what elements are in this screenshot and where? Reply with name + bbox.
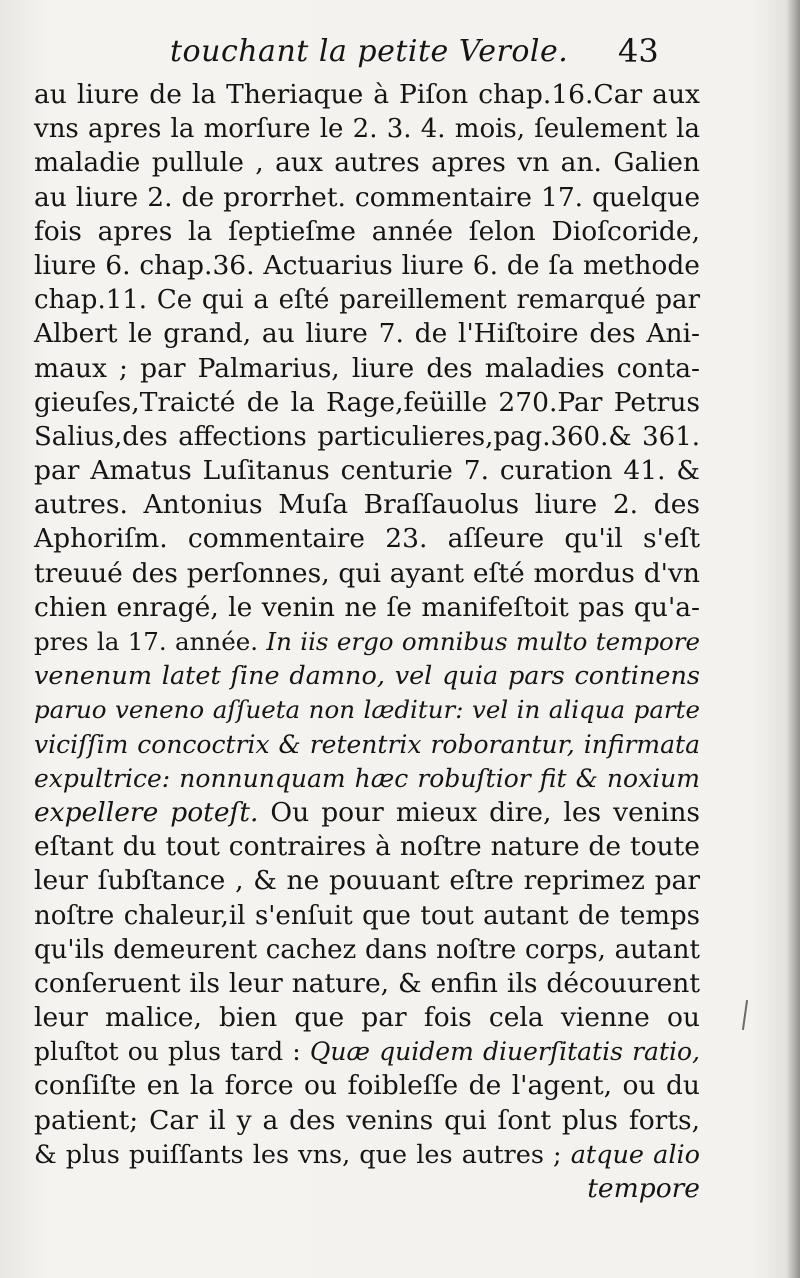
text-line: chien enragé, le venin ne ſe manifeſtoit pas qu'a-: [34, 591, 700, 623]
catchword: tempore: [587, 1173, 700, 1204]
text-line: Albert le grand, au liure 7. de l'Hiſtoire des Ani-: [34, 318, 700, 350]
text-line: treuué des perſonnes, qui ayant eſté mordus d'vn: [34, 557, 700, 589]
text-line: leur ſubſtance , & ne pouuant eſtre reprimez par: [34, 865, 700, 897]
roman-run: Ou pour mieux dire, les venins: [270, 796, 700, 828]
text-line: patient; Car il y a des venins qui ſont plus forts,: [34, 1104, 700, 1136]
text-line: conſiſte en la force ou foibleſſe de l'agent, ou du: [34, 1070, 700, 1102]
text-line: liure 6. chap.36. Actuarius liure 6. de ſa methode: [34, 249, 700, 281]
text-line: au liure 2. de prorrhet. commentaire 17. quelque: [34, 181, 700, 213]
text-line: noſtre chaleur,il s'enſuit que tout autant de temps: [34, 900, 700, 931]
text-line: par Amatus Luſitanus centurie 7. curation 41. &: [34, 455, 700, 487]
text-line: fois apres la ſeptieſme année ſelon Dioſcoride,: [34, 215, 700, 247]
running-title: touchant la petite Verole.: [170, 34, 569, 69]
text-line-mixed: [34, 625, 700, 659]
text-line: Salius,des affections particulieres,pag.360.& 361.: [34, 421, 700, 452]
text-line-mixed: [34, 1138, 700, 1172]
page-edge-shadow: [786, 0, 800, 1278]
text-line-mixed: [34, 796, 700, 830]
roman-run: pluſtot ou plus tard :: [34, 1037, 301, 1067]
text-line: chap.11. Ce qui a eſté pareillement remarqué par: [34, 285, 700, 316]
text-line: eſtant du tout contraires à noſtre nature de toute: [34, 831, 700, 863]
latin-quote-line: paruo veneno aſſueta non læditur: vel in aliqua parte: [34, 695, 700, 725]
text-line: vns apres la morſure le 2. 3. 4. mois, ſeulement la: [34, 114, 700, 145]
margin-mark: [742, 1000, 748, 1030]
roman-run: & plus puiſſants les vns, que les autres ;: [34, 1139, 562, 1170]
latin-quote-run: Quæ quidem diuerſitatis ratio,: [309, 1037, 700, 1067]
text-line-mixed: [34, 1035, 700, 1069]
text-line: autres. Antonius Muſa Braſſauolus liure 2. des: [34, 489, 700, 521]
roman-run: pres la 17. année.: [34, 627, 258, 656]
text-line: au liure de la Theriaque à Piſon chap.16.Car aux: [34, 79, 700, 110]
latin-quote-line: expultrice: nonnunquam hæc robuſtior fit & noxium: [34, 763, 700, 793]
latin-quote-run: atque alio: [570, 1139, 700, 1170]
latin-quote-run: expellere poteſt.: [34, 796, 259, 828]
text-line: Aphoriſm. commentaire 23. aſſeure qu'il s'eſt: [34, 523, 700, 555]
body-text: [34, 78, 700, 1206]
text-line: maux ; par Palmarius, liure des maladies conta-: [34, 352, 700, 384]
page-number: 43: [618, 32, 659, 70]
text-line: gieuſes,Traicté de la Rage,feüille 270.Par Petrus: [34, 386, 700, 418]
text-line: conſeruent ils leur nature, & enfin ils découurent: [34, 967, 700, 999]
latin-quote-run: In iis ergo omnibus multo tempore: [266, 627, 700, 656]
text-line: maladie pullule , aux autres apres vn an. Galien: [34, 147, 700, 179]
latin-quote-line: venenum latet ſine damno, vel quia pars continens: [34, 661, 700, 692]
text-line: qu'ils demeurent cachez dans noſtre corps, autant: [34, 934, 700, 965]
text-line: leur malice, bien que par fois cela vienne ou: [34, 1002, 700, 1034]
page-header: [170, 30, 690, 78]
latin-quote-line: viciſſim concoctrix & retentrix roborantur, infirmata: [34, 729, 700, 759]
